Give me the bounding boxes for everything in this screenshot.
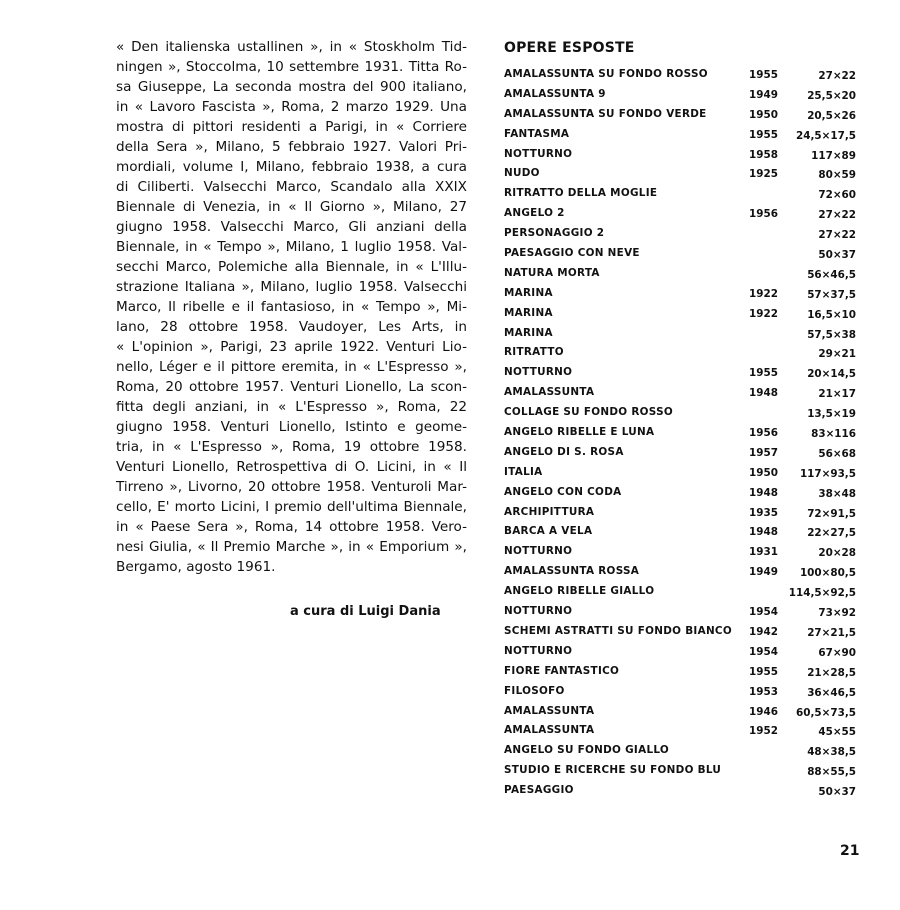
works-list [504,64,856,800]
work-year: 1949 [749,88,778,101]
work-dimensions: 117×93,5 [799,467,856,480]
bibliography-line: nello, Léger e il pittore eremita, in « L'Espresso », [116,359,467,375]
work-row [504,641,856,661]
bibliography-line: di Ciliberti. Valsecchi Marco, Scandalo alla XXIX [116,179,467,195]
bibliography-line: fitta degli anziani, in « L'Espresso », Roma, 22 [116,399,467,415]
bibliography-line: Tirreno », Livorno, 20 ottobre 1958. Venturoli Mar- [116,479,467,495]
work-row [504,402,856,422]
work-year: 1955 [749,367,778,380]
work-title: AMALASSUNTA [504,724,595,737]
work-title: FIORE FANTASTICO [504,664,620,677]
work-row [504,541,856,561]
work-dimensions: 80×59 [818,169,856,182]
work-title: NOTTURNO [504,644,573,657]
work-row [504,701,856,721]
work-row [504,482,856,502]
work-dimensions: 72×60 [818,189,856,202]
work-dimensions: 20×28 [818,547,856,560]
work-dimensions: 29×21 [818,348,856,361]
work-title: ANGELO RIBELLE GIALLO [504,585,655,598]
work-title: AMALASSUNTA [504,386,595,399]
work-year: 1922 [749,307,778,320]
work-row [504,442,856,462]
bibliography-line: Biennale, in « Tempo », Milano, 1 luglio 1958. Val- [116,239,467,255]
work-dimensions: 25,5×20 [807,89,856,102]
work-row [504,303,856,323]
work-title: ANGELO RIBELLE E LUNA [504,426,655,439]
work-row [504,581,856,601]
work-row [504,502,856,522]
work-row [504,720,856,740]
work-title: MARINA [504,286,553,299]
work-title: ANGELO 2 [504,207,565,220]
work-row [504,64,856,84]
work-dimensions: 21×28,5 [807,666,856,679]
bibliography-line: della Sera », Milano, 5 febbraio 1927. Valori Pri- [116,139,467,155]
work-year: 1922 [749,287,778,300]
work-dimensions: 50×37 [818,786,856,799]
bibliography-line: Roma, 20 ottobre 1957. Venturi Lionello, La scon- [116,379,467,395]
work-row [504,382,856,402]
work-dimensions: 83×116 [811,428,856,441]
work-dimensions: 38×48 [818,487,856,500]
work-dimensions: 56×46,5 [807,268,856,281]
work-title: SCHEMI ASTRATTI SU FONDO BIANCO [504,624,732,637]
work-row [504,740,856,760]
work-dimensions: 72×91,5 [807,507,856,520]
work-title: MARINA [504,326,553,339]
work-title: FILOSOFO [504,684,565,697]
work-title: BARCA A VELA [504,525,593,538]
bibliography-line: giugno 1958. Valsecchi Marco, Gli anziani della [116,219,467,235]
credit-line: a cura di Luigi Dania [290,604,441,619]
work-row [504,521,856,541]
work-title: NUDO [504,167,540,180]
work-year: 1931 [749,546,778,559]
work-row [504,144,856,164]
work-dimensions: 20×14,5 [807,368,856,381]
work-dimensions: 36×46,5 [807,686,856,699]
bibliography-line: Venturi Lionello, Retrospettiva di O. Licini, in « Il [116,459,467,475]
bibliography-line: mostra di pittori residenti a Parigi, in « Corriere [116,119,467,135]
work-year: 1955 [749,665,778,678]
work-title: AMALASSUNTA SU FONDO ROSSO [504,68,708,80]
work-row [504,104,856,124]
bibliography-line: in « Lavoro Fascista », Roma, 2 marzo 1929. Una [116,99,467,115]
bibliography-line: « L'opinion », Parigi, 23 aprile 1922. Venturi Lio- [116,339,467,355]
bibliography-line: lano, 28 ottobre 1958. Vaudoyer, Les Arts, in [116,319,467,335]
work-title: PAESAGGIO [504,784,574,797]
bibliography-line: « Den italienska ustallinen », in « Stoskholm Tid- [116,39,467,55]
bibliography-line: strazione Italiana », Milano, luglio 1958. Valsecchi [116,279,467,295]
bibliography-line: in « Paese Sera », Roma, 14 ottobre 1958. Vero- [116,519,467,535]
work-year: 1948 [749,387,778,400]
work-dimensions: 57,5×38 [807,328,856,341]
work-dimensions: 16,5×10 [807,308,856,321]
work-title: AMALASSUNTA [504,704,595,717]
work-row [504,323,856,343]
bibliography-column [116,37,467,577]
work-title: MARINA [504,306,553,319]
work-title: ITALIA [504,465,543,478]
work-row [504,283,856,303]
bibliography-line: ningen », Stoccolma, 10 settembre 1931. Titta Ro- [116,59,467,75]
work-dimensions: 100×80,5 [799,567,856,580]
work-title: COLLAGE SU FONDO ROSSO [504,406,673,419]
bibliography-line: Marco, Il ribelle e il fantasioso, in « Tempo », Mi- [116,299,467,315]
work-row [504,661,856,681]
work-row [504,760,856,780]
work-row [504,84,856,104]
work-dimensions: 73×92 [818,607,856,620]
work-title: NATURA MORTA [504,266,600,279]
work-row [504,223,856,243]
work-row [504,163,856,183]
work-dimensions: 114,5×92,5 [788,587,856,600]
bibliography-line: Bergamo, agosto 1961. [116,559,276,575]
work-year: 1950 [749,466,778,479]
bibliography-line: sa Giuseppe, La seconda mostra del 900 italiano, [116,79,467,95]
work-dimensions: 48×38,5 [807,746,856,759]
work-title: RITRATTO [504,346,564,359]
work-row [504,243,856,263]
works-heading: OPERE ESPOSTE [504,40,635,56]
work-row [504,462,856,482]
work-title: ANGELO CON CODA [504,485,622,498]
work-dimensions: 50×37 [818,249,856,262]
work-year: 1957 [749,446,778,459]
work-year: 1956 [749,427,778,440]
work-year: 1956 [749,208,778,221]
work-dimensions: 24,5×17,5 [796,129,856,142]
page-number: 21 [840,843,860,859]
work-dimensions: 57×37,5 [807,288,856,301]
work-dimensions: 56×68 [818,447,856,460]
work-dimensions: 13,5×19 [807,408,856,421]
work-title: RITRATTO DELLA MOGLIE [504,187,658,200]
work-title: ANGELO DI S. ROSA [504,445,624,458]
work-title: FANTASMA [504,127,570,140]
work-row [504,124,856,144]
work-dimensions: 117×89 [811,149,856,162]
work-dimensions: 21×17 [818,388,856,401]
bibliography-line: mordiali, volume I, Milano, febbraio 1938, a cura [116,159,467,175]
bibliography-line: secchi Marco, Polemiche alla Biennale, in « L'Illu- [116,259,467,275]
bibliography-line: giugno 1958. Venturi Lionello, Istinto e geome- [116,419,467,435]
work-year: 1946 [749,705,778,718]
work-row [504,342,856,362]
work-title: NOTTURNO [504,545,573,558]
work-row [504,422,856,442]
work-title: AMALASSUNTA SU FONDO VERDE [504,107,707,120]
work-year: 1954 [749,606,778,619]
work-title: PAESAGGIO CON NEVE [504,247,640,260]
work-dimensions: 22×27,5 [807,527,856,540]
work-title: AMALASSUNTA ROSSA [504,565,640,578]
work-year: 1948 [749,486,778,499]
work-row [504,681,856,701]
bibliography-line: cello, E' morto Licini, I premio dell'ultima Biennale, [116,499,467,515]
work-year: 1958 [749,148,778,161]
work-dimensions: 67×90 [818,646,856,659]
work-title: NOTTURNO [504,366,573,379]
work-year: 1935 [749,506,778,519]
work-year: 1953 [749,685,778,698]
bibliography-line: nesi Giulia, « Il Premio Marche », in « Emporium », [116,539,467,555]
bibliography-line: tria, in « L'Espresso », Roma, 19 ottobre 1958. [116,439,467,455]
work-title: AMALASSUNTA 9 [504,87,606,100]
work-dimensions: 88×55,5 [807,766,856,779]
work-year: 1955 [749,69,778,81]
work-year: 1942 [749,625,778,638]
work-year: 1955 [749,128,778,141]
work-dimensions: 27×21,5 [807,626,856,639]
work-year: 1950 [749,108,778,121]
work-title: ANGELO SU FONDO GIALLO [504,744,670,757]
work-year: 1925 [749,168,778,181]
work-row [504,203,856,223]
work-title: NOTTURNO [504,605,573,618]
work-year: 1954 [749,645,778,658]
work-dimensions: 27×22 [818,209,856,222]
work-year: 1949 [749,566,778,579]
work-row [504,561,856,581]
work-dimensions: 45×55 [818,726,856,739]
work-row [504,621,856,641]
work-title: NOTTURNO [504,147,573,160]
work-year: 1948 [749,526,778,539]
work-row [504,601,856,621]
work-row [504,263,856,283]
work-row [504,183,856,203]
work-row [504,780,856,800]
work-dimensions: 60,5×73,5 [796,706,856,719]
work-row [504,362,856,382]
work-title: ARCHIPITTURA [504,505,595,518]
work-dimensions: 27×22 [818,229,856,242]
work-dimensions: 20,5×26 [807,109,856,122]
work-title: PERSONAGGIO 2 [504,227,605,240]
work-year: 1952 [749,725,778,738]
work-dimensions: 27×22 [818,70,856,82]
bibliography-line: Biennale di Venezia, in « Il Giorno », Milano, 27 [116,199,467,215]
work-title: STUDIO E RICERCHE SU FONDO BLU [504,764,722,777]
